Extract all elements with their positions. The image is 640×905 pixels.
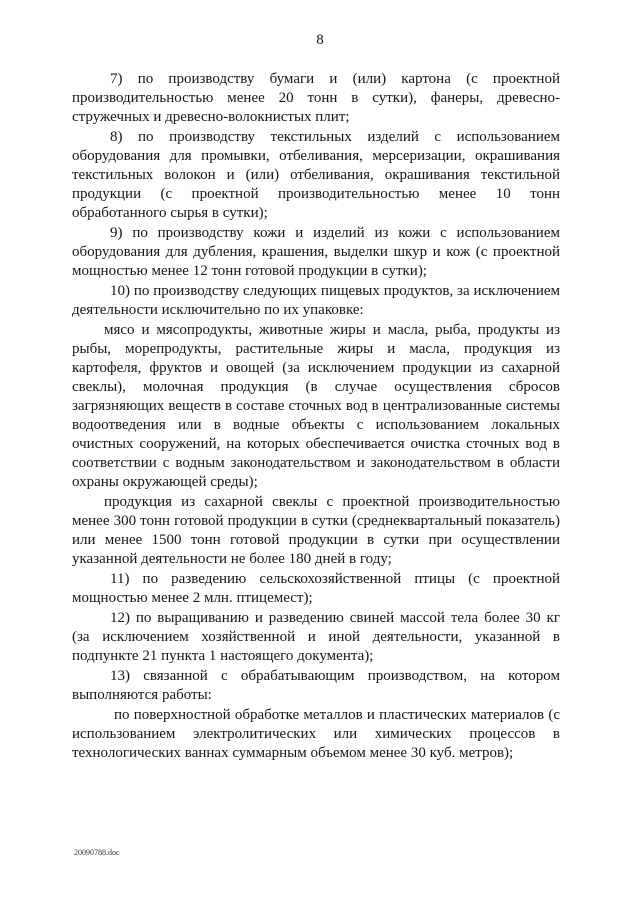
paragraph-item-7: 7) по производству бумаги и (или) картона (с проектной производительностью менее 20 тонн в сутки), фанеры, древесно-стружечных и древесно-волокнистых плит; (72, 71, 560, 125)
paragraph-food-products: мясо и мясопродукты, животные жиры и масла, рыба, продукты из рыбы, морепродукты, растительные жиры и масла, продукция из картофеля, фруктов и овощей (за исключением продукции из сахарной свеклы), молочная продукция (в случае осуществления сбросов загрязняющих веществ в составе сточных вод в централизованные системы водоотведения или в водные объекты с использованием локальных очистных сооружений, на которых обеспечивается очистка сточных вод в соответствии с водным законодательством и законодательством в области охраны окружающей среды); (72, 322, 560, 490)
footer-filename: 20090788.doc (74, 848, 120, 857)
paragraph-item-11: 11) по разведению сельскохозяйственной птицы (с проектной мощностью менее 2 млн. птицемест); (72, 571, 560, 606)
paragraph-sugar-beet: продукция из сахарной свеклы с проектной производительностью менее 300 тонн готовой продукции в сутки (среднеквартальный показатель) или менее 1500 тонн готовой продукции в сутки при осуществлении указанной деятельности не более 180 дней в году; (72, 494, 560, 567)
page-number: 8 (316, 32, 324, 48)
paragraph-item-10: 10) по производству следующих пищевых продуктов, за исключением деятельности исключительно по их упаковке: (72, 283, 560, 318)
paragraph-surface-treatment: по поверхностной обработке металлов и пластических материалов (с использованием электролитических или химических процессов в технологических ваннах суммарным объемом менее 30 куб. метров); (72, 707, 560, 761)
paragraph-item-12: 12) по выращиванию и разведению свиней массой тела более 30 кг (за исключением хозяйственной и иной деятельности, указанной в подпункте 21 пункта 1 настоящего документа); (72, 610, 560, 664)
paragraph-item-8: 8) по производству текстильных изделий с использованием оборудования для промывки, отбеливания, мерсеризации, окрашивания текстильных волокон и (или) отбеливания, окрашивания текстильной продукции (с проектной производительностью менее 10 тонн обработанного сырья в сутки); (72, 129, 560, 221)
document-body (72, 70, 560, 764)
paragraph-item-9: 9) по производству кожи и изделий из кожи с использованием оборудования для дубления, крашения, выделки шкур и кож (с проектной мощностью менее 12 тонн готовой продукции в сутки); (72, 225, 560, 279)
paragraph-item-13: 13) связанной с обрабатывающим производством, на котором выполняются работы: (72, 668, 560, 703)
